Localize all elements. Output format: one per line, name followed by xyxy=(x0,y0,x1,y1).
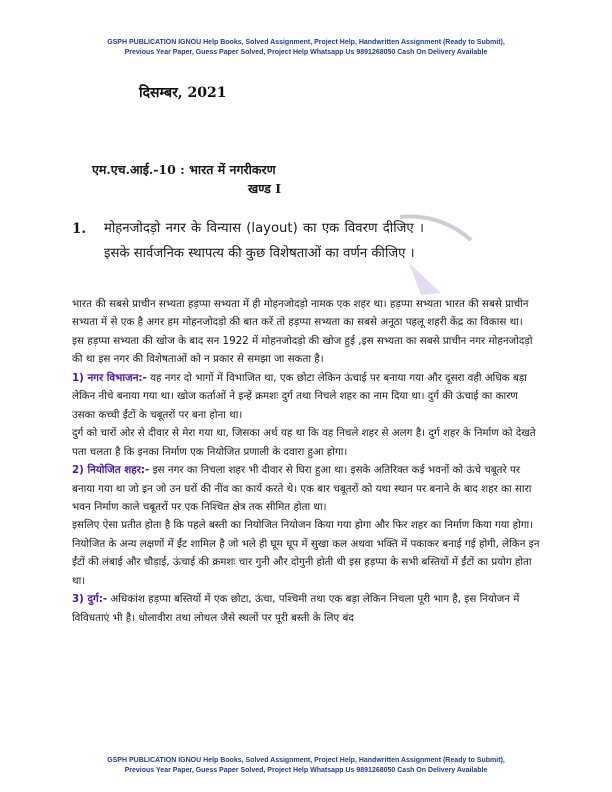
footer-banner-line1: GSPH PUBLICATION IGNOU Help Books, Solved Assignment, Project Help, Handwritten Assignment (Ready to Submit), xyxy=(107,757,505,764)
section-text: अधिकांश हड़प्पा बस्तियों में एक छोटा, ऊंचा, पश्चिमी तथा एक बड़ा लेकिन निचला पूरी भाग है, इस नियोजन में विविधताएं भी है। धोलावीरा तथा लोथल जैसे स्थलों पर पूरी बस्ती के लिए बंद xyxy=(72,593,520,624)
footer-banner xyxy=(40,756,572,776)
section-heading: 1) नगर विभाजन:- xyxy=(72,371,147,384)
section-citadel xyxy=(72,590,542,627)
answer-paragraph: इस हड़प्पा सभ्यता की खोज के बाद सन 1922 में मोहनजोदड़ो की खोज हुई ,इस सभ्यता का सबसे प्राचीन नगर मोहनजोदड़ो की था इस नगर की विशेषताओं को न प्रकार से समझा जा सकता है। xyxy=(72,334,533,366)
question-text: मोहनजोदड़ो नगर के विन्यास (layout) का एक विवरण दीजिए । इसके सार्वजनिक स्थापत्य की कुछ विशेषताओं का वर्णन कीजिए । xyxy=(104,221,424,261)
question-number: 1. xyxy=(72,221,87,237)
answer-paragraph: इसलिए ऐसा प्रतीत होता है कि पहले बस्ती का नियोजित नियोजन किया गया होगा और फिर शहर का निर्माण किया गया होगा। नियोजित के अन्य लक्षणों में ईंट शामिल है जो भले ही घूम धूप में सुखा कल अथवा भक्ति में पकाकर बनाई गई होगी, लेकिन इन ईंटों की लंबाई और चौड़ाई, ऊंचाई की क्रमशः चार गुनी और दोगुनी होती थी इस हड़प्पा के सभी बस्तियों में ईंटों का प्रयोग होता था। xyxy=(72,519,540,587)
answer-paragraph: भारत की सबसे प्राचीन सभ्यता हड़प्पा सभ्यता में ही मोहनजोदड़ो नामक एक शहर था। हड़प्पा सभ्यता भारत की सबसे प्राचीन सभ्यता में से एक है अगर हम मोहनजोदड़ो की बात करें तो हड़प्पा सभ्यता का सबसे अनूठा पहलू शहरी केंद्र का विकास था। xyxy=(72,298,529,329)
section-text: यह नगर दो भागों में विभाजित था, एक छोटा लेकिन ऊंचाई पर बनाया गया और दूसरा वही अधिक बड़ा लेकिन नीचे बनाया गया था। खोज कर्ताओं ने इन्हें क्रमशः दुर्ग तथा निचले शहर का नाम दिया था। दुर्ग की ऊंचाई का कारण उसका कच्ची ईंटों के चबूतरों पर बना होना था। xyxy=(72,371,527,421)
section-city-division xyxy=(72,369,542,424)
section-heading: 2) नियोजित शहर:- xyxy=(72,464,150,477)
header-banner-line2: Previous Year Paper, Guess Paper Solved, Project Help Whatsapp Us 9891268050 Cash On Delivery Available xyxy=(124,49,488,56)
section-text: इस नगर का निचला शहर भी दीवार से घिरा हुआ था। इसके अतिरिक्त कई भवनों को ऊंचे चबूतरे पर बनाया गया था जो इन जो उन घरों की नींव का कार्य करते थे। एक बार चबूतरों को यथा स्थान पर बनाने के बाद शहर का सारा भवन निर्माण काले चबूतरों पर एक निश्चित क्षेत्र तक सीमित होता था। xyxy=(72,464,532,513)
section-heading: 3) दुर्ग:- xyxy=(72,593,108,606)
course-title: एम.एच.आई.-10 : भारत में नगरीकरण xyxy=(92,162,276,177)
header-banner-line1: GSPH PUBLICATION IGNOU Help Books, Solved Assignment, Project Help, Handwritten Assignment (Ready to Submit), xyxy=(107,39,505,46)
answer-body xyxy=(72,295,542,627)
section-planned-city xyxy=(72,461,542,516)
exam-date: दिसम्बर, 2021 xyxy=(139,85,227,101)
block-title: खण्ड I xyxy=(248,181,282,196)
answer-paragraph: दुर्ग को चारों ओर से दीवार से मेरा गया था, जिसका अर्थ यह था कि वह निचले शहर से अलग है। दुर्ग शहर के निर्माण को देखते पता चलता है कि इनका निर्माण एक नियोजित प्रणाली के दवारा हुआ होगा। xyxy=(72,427,536,458)
header-banner xyxy=(40,38,572,58)
footer-banner-line2: Previous Year Paper, Guess Paper Solved, Project Help Whatsapp Us 9891268050 Cash On Delivery Available xyxy=(124,767,488,774)
